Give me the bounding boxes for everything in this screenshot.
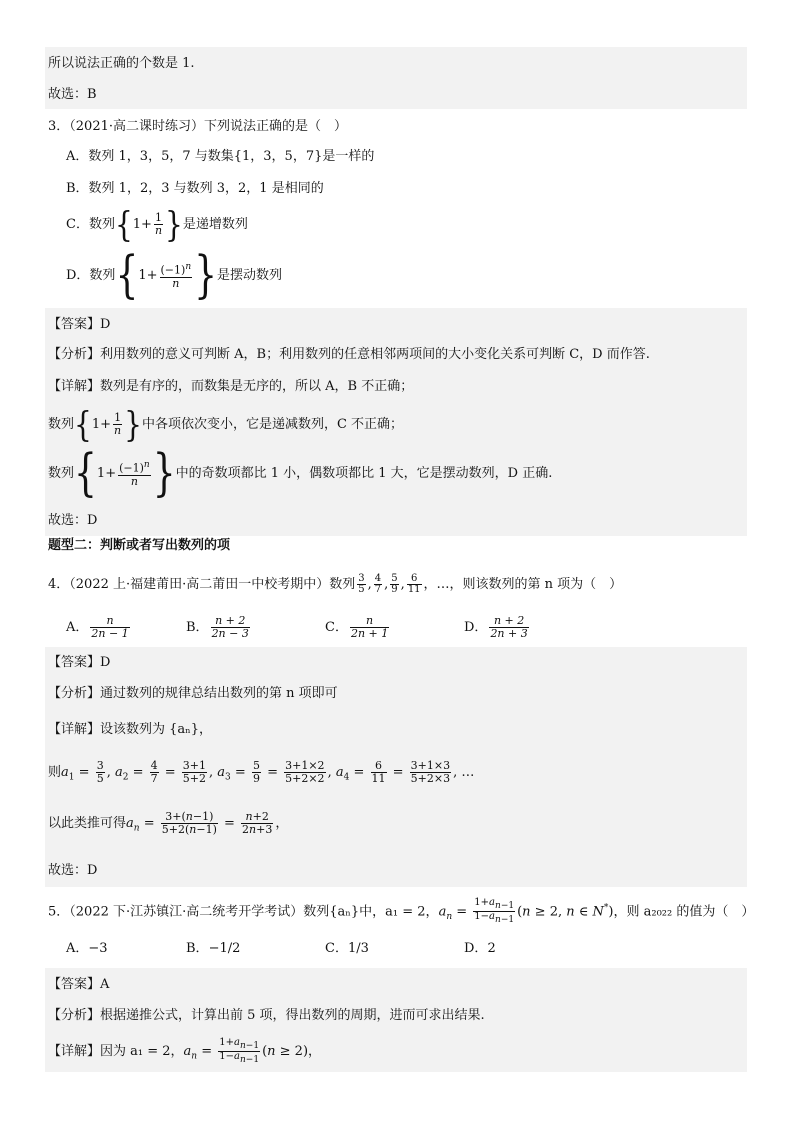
question-3-option-d: D．数列{1+ $\frac{(-1)^n}{n}$ }是摆动数列: [66, 246, 283, 304]
question-4-option-d: [464, 610, 531, 646]
question-5-lead: 5．（2022 下·江苏镇江·高二统考开学考试）数列{aₙ}中，a₁ = 2，: [48, 904, 439, 920]
question-3-stem: 3．（2021·高二课时练习）下列说法正确的是（ ）: [48, 119, 347, 134]
option-fraction: [489, 615, 528, 640]
detail-formula-line: 【详解】因为 a₁ = 2，$a_n$ = $\frac{1+a_{n-1}}{1-a_{n-1}}$ (n ≥ 2)，: [48, 1037, 322, 1065]
text-line: 所以说法正确的个数是 1.: [48, 56, 195, 71]
numerator: n: [350, 615, 389, 628]
right-brace: }: [165, 203, 183, 245]
option-label: B．: [186, 941, 209, 956]
option-label: A．: [66, 941, 89, 956]
detail-formula-line: 则$a_1$ = $\frac{3}{5}$ , $a_2$ = $\frac{4}{7}$ = $\frac{3+1}{5+2}$ , $a_3$ = $\frac{5}{9}$ = $\frac{3+1\times 2}{5+2\times 2}$ , $a_4$ = $\frac{6}{11}$ = $\frac{3+1\times 3}{5+2\times 3}$ , …: [48, 759, 475, 785]
option-label: D．: [464, 620, 488, 635]
detail-line: 【详解】设该数列为 {aₙ}，: [48, 722, 213, 737]
detail-line: 数列{1+ $\frac{1}{n}$ }中各项依次变小，它是递减数列，C 不正确；: [48, 403, 404, 445]
question-5-tail: ，则 a₂₀₂₂ 的值为（ ）: [613, 904, 755, 920]
option-d-lead: D．数列: [66, 268, 116, 283]
option-label: C．: [325, 941, 348, 956]
analysis-line: 【分析】利用数列的意义可判断 A，B；利用数列的任意相邻两项间的大小变化关系可判断 C，D 而作答.: [48, 347, 650, 362]
question-4-lead: 4．（2022 上·福建莆田·高二莆田一中校考期中）数列: [48, 577, 356, 592]
fraction-neg1-pow-n-over-n: $\frac{(-1)^n}{n}$: [119, 460, 150, 488]
numerator: n: [90, 615, 129, 628]
section-heading: 题型二：判断或者写出数列的项: [48, 538, 231, 553]
fraction-1-over-n: $\frac{1}{n}$: [114, 411, 122, 437]
answer-line: 【答案】D: [48, 655, 111, 670]
text-line: 故选：B: [48, 87, 97, 102]
detail-lead: 则: [48, 765, 62, 780]
option-c-lead: C．数列: [66, 217, 115, 232]
fraction: $\frac{3+1}{5+2}$: [182, 759, 207, 785]
question-3-option-c: C．数列{1+ $\frac{1}{n}$ }是递增数列: [66, 203, 248, 245]
detail-lead: 数列: [48, 417, 75, 432]
choose-line: 故选：D: [48, 863, 98, 878]
question-3-option-a: A．数列 1，3，5，7 与数集{1，3，5，7}是一样的: [66, 149, 375, 164]
question-5-option-d: [464, 931, 496, 967]
detail-line: 数列{1+ $\frac{(-1)^n}{n}$ }中的奇数项都比 1 小，偶数项都比 1 大，它是摆动数列，D 正确.: [48, 444, 553, 502]
detail-lead: 【详解】因为 a₁ = 2，: [48, 1044, 184, 1059]
question-5-option-a: [66, 931, 108, 967]
question-5-stem: 5．（2022 下·江苏镇江·高二统考开学考试）数列{aₙ}中，a₁ = 2，$a_n$ = $\frac{1+a_{n-1}}{1-a_{n-1}}$ (n ≥ 2, n ∈ N*)，则 a₂₀₂₂ 的值为（ ）: [48, 897, 755, 926]
question-4-stem: 4．（2022 上·福建莆田·高二莆田一中校考期中）数列 $\frac{3}{5}$ , $\frac{4}{7}$ , $\frac{5}{9}$ , $\frac{6}{11}$ ，…，则该数列的第 n 项为（ ）: [48, 573, 623, 595]
fraction: $\frac{3+1\times 2}{5+2\times 2}$: [285, 759, 325, 785]
option-value: 2: [487, 941, 496, 956]
detail-tail: 中的奇数项都比 1 小，偶数项都比 1 大，它是摆动数列，D 正确.: [175, 466, 553, 481]
seq-term-2: $\frac{4}{7}$: [374, 573, 382, 595]
choose-line: 故选：D: [48, 513, 98, 528]
fraction: $\frac{3+1\times 3}{5+2\times 3}$: [410, 759, 451, 785]
fraction: $\frac{5}{9}$: [252, 759, 260, 785]
denominator: 2n + 1: [350, 627, 389, 640]
question-4-option-c: [325, 610, 391, 646]
detail-tail: ，: [308, 1044, 322, 1059]
option-d-tail: 是摆动数列: [217, 268, 283, 283]
option-fraction: [350, 615, 389, 640]
option-value: −1/2: [208, 941, 241, 956]
option-fraction: [90, 615, 129, 640]
fraction: $\frac{3+(n-1)}{5+2(n-1)}$: [161, 810, 217, 836]
analysis-line: 【分析】根据递推公式，计算出前 5 项，得出数列的周期，进而可求出结果.: [48, 1008, 485, 1023]
fraction: $\frac{n+2}{2n+3}$: [242, 810, 273, 836]
seq-term-4: $\frac{6}{11}$: [407, 573, 421, 595]
answer-line: 【答案】A: [48, 977, 110, 992]
option-label: A．: [66, 620, 89, 635]
option-c-tail: 是递增数列: [182, 217, 248, 232]
numerator: n + 2: [489, 615, 528, 628]
fraction: $\frac{4}{7}$: [150, 759, 158, 785]
fraction: $\frac{3}{5}$: [96, 759, 104, 785]
question-3-option-b: B．数列 1，2，3 与数列 3，2，1 是相同的: [66, 181, 324, 196]
seq-term-3: $\frac{5}{9}$: [391, 573, 398, 595]
detail-lead: 数列: [48, 466, 75, 481]
detail-formula-line: 以此类推可得$a_n$ = $\frac{3+(n-1)}{5+2(n-1)}$ = $\frac{n+2}{2n+3}$ ，: [48, 810, 289, 836]
right-brace: }: [152, 444, 176, 502]
denominator: 2n − 1: [91, 627, 129, 640]
detail-tail: 中各项依次变小，它是递减数列，C 不正确；: [141, 417, 404, 432]
left-brace: {: [74, 403, 92, 445]
recurrence-fraction: $\frac{1+a_{n-1}}{1-a_{n-1}}$: [474, 897, 515, 926]
option-label: D．: [464, 941, 488, 956]
left-brace: {: [74, 444, 97, 502]
option-fraction: [211, 615, 250, 640]
detail-line: 【详解】数列是有序的，而数集是无序的，所以 A，B 不正确；: [48, 379, 414, 394]
denominator: 2n + 3: [490, 627, 528, 640]
right-brace: }: [124, 403, 142, 445]
seq-term-1: $\frac{3}{5}$: [358, 573, 365, 595]
option-label: C．: [325, 620, 348, 635]
question-5-option-b: [186, 931, 240, 967]
denominator: 2n − 3: [211, 627, 249, 640]
option-label: B．: [186, 620, 209, 635]
left-brace: {: [115, 246, 139, 304]
question-4-tail: ，…，则该数列的第 n 项为（ ）: [423, 577, 623, 592]
numerator: n + 2: [211, 615, 250, 628]
option-value: 1/3: [347, 941, 369, 956]
question-4-option-b: [186, 610, 252, 646]
fraction: $\frac{6}{11}$: [371, 759, 386, 785]
answer-line: 【答案】D: [48, 317, 111, 332]
right-brace: }: [194, 246, 218, 304]
detail-lead: 以此类推可得: [48, 816, 127, 831]
fraction-neg1-pow-n-over-n: $\frac{(-1)^n}{n}$: [160, 262, 192, 290]
analysis-line: 【分析】通过数列的规律总结出数列的第 n 项即可: [48, 686, 338, 701]
question-4-option-a: [66, 610, 132, 646]
recurrence-fraction: $\frac{1+a_{n-1}}{1-a_{n-1}}$: [219, 1037, 260, 1065]
left-brace: {: [114, 203, 133, 245]
question-5-option-c: [325, 931, 369, 967]
fraction-1-over-n: $\frac{1}{n}$: [154, 211, 163, 237]
option-value: −3: [88, 941, 108, 956]
